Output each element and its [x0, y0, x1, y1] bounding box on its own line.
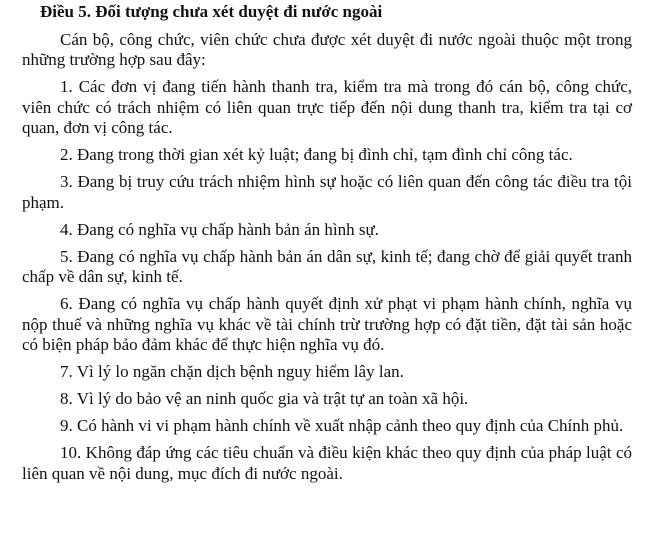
- item-10: 10. Không đáp ứng các tiêu chuẩn và điều kiện khác theo quy định của pháp luật có liên quan về nội dung, mục đích đi nước ngoài.: [22, 443, 632, 483]
- intro-paragraph: Cán bộ, công chức, viên chức chưa được xét duyệt đi nước ngoài thuộc một trong những trường hợp sau đây:: [22, 29, 632, 69]
- item-7: 7. Vì lý lo ngăn chặn dịch bệnh nguy hiểm lây lan.: [60, 362, 404, 381]
- article-heading: Điều 5. Đối tượng chưa xét duyệt đi nước ngoài: [40, 2, 383, 21]
- item-4: 4. Đang có nghĩa vụ chấp hành bản án hình sự.: [60, 219, 379, 239]
- item-1: 1. Các đơn vị đang tiến hành thanh tra, kiểm tra mà trong đó cán bộ, công chức, viên chức có trách nhiệm có liên quan trực tiếp đến nội dung thanh tra, kiểm tra tại cơ quan, đơn vị công tác.: [22, 77, 632, 137]
- item-3: 3. Đang bị truy cứu trách nhiệm hình sự hoặc có liên quan đến công tác điều tra tội phạm.: [22, 172, 632, 212]
- item-2: 2. Đang trong thời gian xét kỷ luật; đang bị đình chỉ, tạm đình chỉ công tác.: [60, 145, 573, 164]
- item-8: 8. Vì lý do bảo vệ an ninh quốc gia và trật tự an toàn xã hội.: [60, 389, 469, 408]
- item-6: 6. Đang có nghĩa vụ chấp hành quyết định xử phạt vi phạm hành chính, nghĩa vụ nộp thuế và những nghĩa vụ khác về tài chính trừ trường hợp có đặt tiền, đặt tài sản hoặc có biện pháp bảo đảm khác để thực hiện nghĩa vụ đó.: [22, 294, 632, 354]
- item-9: 9. Có hành vi vi phạm hành chính về xuất nhập cảnh theo quy định của Chính phủ.: [60, 416, 624, 435]
- item-5: 5. Đang có nghĩa vụ chấp hành bản án dân sự, kinh tế; đang chờ để giải quyết tranh chấp về dân sự, kinh tế.: [22, 246, 632, 286]
